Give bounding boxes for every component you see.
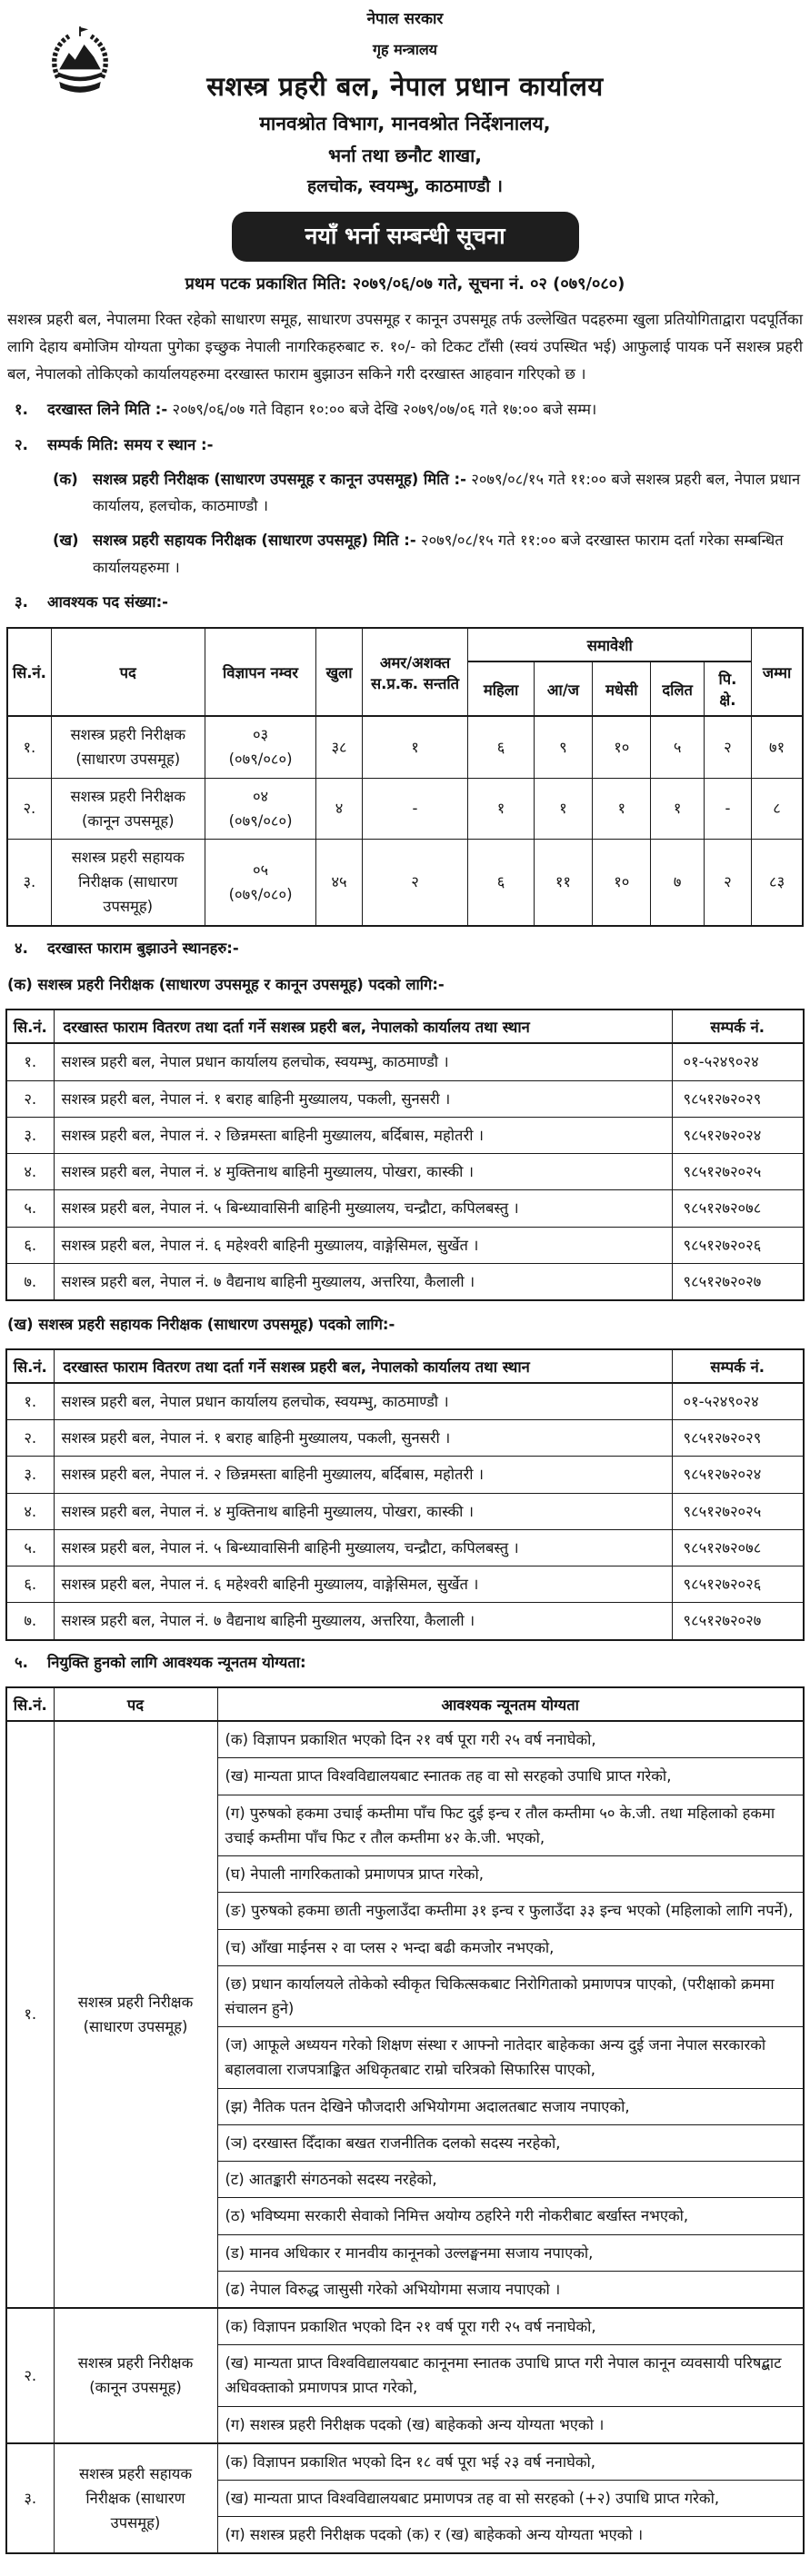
header-office: दरखास्त फाराम वितरण तथा दर्ता गर्ने सशस्त्र प्रहरी बल, नेपालको कार्यालय तथा स्थान — [54, 1349, 672, 1383]
cell-office: सशस्त्र प्रहरी बल, नेपाल नं. ५ बिन्ध्यावासिनी बाहिनी मुख्यालय, चन्द्रौटा, कपिलबस्तु । — [54, 1190, 672, 1227]
department-title: मानवश्रोत विभाग, मानवश्रोत निर्देशनालय, — [259, 112, 551, 134]
cell-martyr: २ — [362, 840, 468, 926]
cell-advert — [205, 840, 316, 926]
qual-group-row — [6, 2443, 804, 2481]
locations-header-row — [6, 1349, 804, 1383]
qualification-item: (क) विज्ञापन प्रकाशित भएको दिन २१ वर्ष पूरा गरी २५ वर्ष ननाघेको, — [217, 2308, 804, 2345]
notice-badge: नयाँ भर्ना सम्बन्धी सूचना — [232, 212, 579, 262]
header-sn: सि.नं. — [7, 628, 51, 716]
cell-sn: ६. — [6, 1566, 54, 1603]
document-header — [5, 5, 805, 294]
advert-year: (०७९/०८०) — [228, 811, 293, 830]
location-row — [6, 1457, 804, 1493]
header-madhesi: मधेसी — [593, 661, 651, 716]
qualification-item: (ग) सशस्त्र प्रहरी निरीक्षक पदको (ख) बाहेकको अन्य योग्यता भएको । — [217, 2406, 804, 2443]
header-backward-area: पि. क्षे. — [704, 661, 751, 716]
cell-contact: ९८५१२७२०२६ — [672, 1566, 804, 1603]
cell-sn: ३. — [6, 1457, 54, 1493]
qual-group-row — [6, 1721, 804, 1758]
cell-pikshe: २ — [704, 716, 751, 778]
cell-female: १ — [468, 778, 534, 839]
posts-row — [7, 716, 803, 778]
advert-year: (०७९/०८०) — [228, 885, 293, 903]
advert-number: ०५ — [252, 860, 269, 879]
cell-total: ८ — [752, 778, 803, 839]
header-total: जम्मा — [752, 628, 803, 716]
cell-sn: ३. — [6, 2443, 54, 2554]
qualification-item: (झ) नैतिक पतन देखिने फौजदारी अभियोगमा अदालतबाट सजाय नपाएको, — [217, 2088, 804, 2124]
cell-open: ३८ — [316, 716, 362, 778]
intro-paragraph: सशस्त्र प्रहरी बल, नेपालमा रिक्त रहेको साधारण समूह, साधारण उपसमूह र कानून उपसमूह तर्फ उल्लेखित पदहरुमा खुला प्रतियोगिताद्वारा पदपूर्तिका लागि देहाय बमोजिम योग्यता पुगेका इच्छुक नेपाली नागरिकहरुबाट रु. १०/- को टिकट टाँसी (स्वयं उपस्थित भई) आफुलाई पायक पर्ने सशस्त्र प्रहरी बल, नेपालको तोकिएको कार्यालयहरुमा दरखास्त फाराम बुझाउन सकिने गरी दरखास्त आहवान गरिएको छ । — [7, 310, 803, 383]
location-row — [6, 1493, 804, 1529]
section-4a-heading: (क) सशस्त्र प्रहरी निरीक्षक (साधारण उपसमूह र कानून उपसमूह) पदको लागि:- — [7, 976, 445, 994]
header-contact: सम्पर्क नं. — [672, 1010, 804, 1043]
header-post: पद — [51, 628, 205, 716]
cell-dalit: १ — [651, 778, 704, 839]
posts-row — [7, 778, 803, 839]
cell-post: सशस्त्र प्रहरी सहायक निरीक्षक (साधारण उपसमूह) — [51, 840, 205, 926]
header-adibasi-janajati: आ/ज — [534, 661, 592, 716]
cell-contact: ९८५१२७२०७८ — [672, 1190, 804, 1227]
cell-sn: ६. — [6, 1227, 54, 1263]
office-address: हलचोक, स्वयम्भु, काठमाण्डौ । — [306, 175, 503, 196]
location-row — [6, 1566, 804, 1603]
qualifications-header-row — [6, 1687, 804, 1721]
section-2a-label: सशस्त्र प्रहरी निरीक्षक (साधारण उपसमूह र कानून उपसमूह) मिति :- — [93, 470, 467, 488]
section-1 — [5, 396, 805, 423]
qualification-item: (ख) मान्यता प्राप्त विश्वविद्यालयबाट कानूनमा स्नातक उपाधि प्राप्त गरी नेपाल कानून व्यवसायी परिषद्बाट अधिवक्ताको प्रमाणपत्र प्राप्त गरेको, — [217, 2345, 804, 2406]
section-2 — [5, 432, 805, 459]
cell-aj: ९ — [534, 716, 592, 778]
cell-sn: ३. — [6, 1117, 54, 1153]
cell-martyr: १ — [362, 716, 468, 778]
cell-total: ७१ — [752, 716, 803, 778]
cell-contact: ९८५१२७२०२७ — [672, 1263, 804, 1300]
section-4b-heading: (ख) सशस्त्र प्रहरी सहायक निरीक्षक (साधारण उपसमूह) पदको लागि:- — [7, 1315, 395, 1333]
cell-martyr: - — [362, 778, 468, 839]
cell-post: सशस्त्र प्रहरी निरीक्षक (कानून उपसमूह) — [51, 778, 205, 839]
section-2b-label: सशस्त्र प्रहरी सहायक निरीक्षक (साधारण उपसमूह) मिति :- — [93, 532, 416, 550]
cell-sn: ४. — [6, 1154, 54, 1190]
office-title: सशस्त्र प्रहरी बल, नेपाल प्रधान कार्यालय — [206, 70, 604, 102]
submission-locations-table-a — [5, 1009, 805, 1301]
cell-dalit: ५ — [651, 716, 704, 778]
qualification-item: (ढ) नेपाल विरुद्ध जासुसी गरेको अभियोगमा सजाय नपाएको । — [217, 2271, 804, 2308]
qualification-item: (छ) प्रधान कार्यालयले तोकेको स्वीकृत चिकित्सकबाट निरोगिताको प्रमाणपत्र पाएको, (परीक्षाको क्रममा संचालन हुने) — [217, 1965, 804, 2026]
cell-sn: ७. — [6, 1263, 54, 1300]
location-row — [6, 1603, 804, 1640]
cell-sn: ५. — [6, 1529, 54, 1566]
qualification-item: (घ) नेपाली नागरिकताको प्रमाणपत्र प्राप्त गरेको, — [217, 1856, 804, 1893]
qualification-item: (ड) मानव अधिकार र मानवीय कानूनको उल्लङ्घनमा सजाय नपाएको, — [217, 2234, 804, 2271]
header-office: दरखास्त फाराम वितरण तथा दर्ता गर्ने सशस्त्र प्रहरी बल, नेपालको कार्यालय तथा स्थान — [54, 1010, 672, 1043]
section-2b-value: २०७९/०८/१५ गते ११:०० बजे दरखास्त फाराम दर्ता गरेका सम्बन्धित कार्यालयहरुमा । — [93, 532, 784, 576]
cell-contact: ०१-५२४९०२४ — [672, 1383, 804, 1420]
cell-office: सशस्त्र प्रहरी बल, नेपाल नं. ५ बिन्ध्यावासिनी बाहिनी मुख्यालय, चन्द्रौटा, कपिलबस्तु । — [54, 1529, 672, 1566]
location-row — [6, 1080, 804, 1117]
cell-dalit: ७ — [651, 840, 704, 926]
header-sn: सि.नं. — [6, 1010, 54, 1043]
qualification-item: (ग) सशस्त्र प्रहरी निरीक्षक पदको (क) र (ख) बाहेकको अन्य योग्यता भएको । — [217, 2517, 804, 2554]
cell-sn: २. — [7, 778, 51, 839]
location-row — [6, 1117, 804, 1153]
cell-pikshe: - — [704, 778, 751, 839]
cell-post: सशस्त्र प्रहरी सहायक निरीक्षक (साधारण उपसमूह) — [54, 2443, 217, 2554]
header-female: महिला — [468, 661, 534, 716]
cell-post: सशस्त्र प्रहरी निरीक्षक (साधारण उपसमूह) — [51, 716, 205, 778]
locations-header-row — [6, 1010, 804, 1043]
location-row — [6, 1154, 804, 1190]
qualification-item: (ख) मान्यता प्राप्त विश्वविद्यालयबाट स्नातक तह वा सो सरहको उपाधि प्राप्त गरेको, — [217, 1758, 804, 1795]
cell-female: ६ — [468, 840, 534, 926]
subsection-letter: (ख) — [53, 532, 79, 550]
section-2a — [53, 466, 805, 520]
cell-sn: २. — [6, 1080, 54, 1117]
cell-sn: २. — [6, 1420, 54, 1457]
cell-office: सशस्त्र प्रहरी बल, नेपाल प्रधान कार्यालय हलचोक, स्वयम्भु, काठमाण्डौ । — [54, 1043, 672, 1080]
cell-office: सशस्त्र प्रहरी बल, नेपाल नं. ४ मुक्तिनाथ बाहिनी मुख्यालय, पोखरा, कास्की । — [54, 1493, 672, 1529]
qualification-item: (च) आँखा माईनस २ वा प्लस २ भन्दा बढी कमजोर नभएको, — [217, 1929, 804, 1965]
header-post: पद — [54, 1687, 217, 1721]
nepal-government-emblem-icon — [45, 20, 115, 104]
cell-contact: ९८५१२७२०२५ — [672, 1493, 804, 1529]
required-posts-table — [6, 627, 804, 927]
section-number: ५. — [15, 1653, 28, 1671]
cell-office: सशस्त्र प्रहरी बल, नेपाल नं. २ छिन्नमस्ता बाहिनी मुख्यालय, बर्दिबास, महोतरी । — [54, 1457, 672, 1493]
qualification-item: (ट) आतङ्कारी संगठनको सदस्य नरहेको, — [217, 2162, 804, 2198]
header-requirements: आवश्यक न्यूनतम योग्यता — [217, 1687, 804, 1721]
section-4 — [5, 935, 805, 962]
cell-sn: १. — [6, 1383, 54, 1420]
section-text — [47, 396, 805, 423]
cell-office: सशस्त्र प्रहरी बल, नेपाल नं. ४ मुक्तिनाथ बाहिनी मुख्यालय, पोखरा, कास्की । — [54, 1154, 672, 1190]
qualification-item: (क) विज्ञापन प्रकाशित भएको दिन १८ वर्ष पूरा भई २३ वर्ष ननाघेको, — [217, 2443, 804, 2481]
cell-female: ६ — [468, 716, 534, 778]
qualification-item: (ज) आफूले अध्ययन गरेको शिक्षण संस्था र आफ्नो नातेदार बाहेकका अन्य दुई जना नेपाल सरकारको बहालवाला राजपत्राङ्कित अधिकृतबाट राम्रो चरित्रको सिफारिस पाएको, — [217, 2027, 804, 2088]
cell-contact: ९८५१२७२०२९ — [672, 1080, 804, 1117]
government-title: नेपाल सरकार — [366, 10, 444, 28]
section-5 — [5, 1649, 805, 1676]
cell-sn: १. — [6, 1043, 54, 1080]
section-2-label: सम्पर्क मिति: समय र स्थान :- — [47, 436, 214, 454]
cell-pikshe: २ — [704, 840, 751, 926]
cell-post: सशस्त्र प्रहरी निरीक्षक (साधारण उपसमूह) — [54, 1721, 217, 2308]
section-3 — [5, 589, 805, 616]
published-date-line: प्रथम पटक प्रकाशित मिति: २०७९/०६/०७ गते, सूचना नं. ०२ (०७९/०८०) — [185, 274, 625, 293]
cell-madhesi: १ — [593, 778, 651, 839]
section-3-label: आवश्यक पद संख्या:- — [47, 593, 169, 612]
section-number: ४. — [15, 939, 28, 957]
cell-office: सशस्त्र प्रहरी बल, नेपाल नं. ६ महेश्वरी बाहिनी मुख्यालय, वाङ्गेसिमल, सुर्खेत । — [54, 1227, 672, 1263]
section-number: ३. — [15, 593, 28, 612]
header-dalit: दलित — [651, 661, 704, 716]
cell-advert — [205, 716, 316, 778]
cell-office: सशस्त्र प्रहरी बल, नेपाल नं. ७ वैद्यनाथ बाहिनी मुख्यालय, अत्तरिया, कैलाली । — [54, 1603, 672, 1640]
subsection-text — [93, 527, 805, 581]
cell-aj: १ — [534, 778, 592, 839]
qual-group-row — [6, 2308, 804, 2345]
section-number: १. — [15, 401, 28, 419]
location-row — [6, 1529, 804, 1566]
cell-contact: ०१-५२४९०२४ — [672, 1043, 804, 1080]
cell-contact: ९८५१२७२०२४ — [672, 1457, 804, 1493]
header-contact: सम्पर्क नं. — [672, 1349, 804, 1383]
cell-contact: ९८५१२७२०२७ — [672, 1603, 804, 1640]
advert-number: ०३ — [252, 726, 269, 744]
location-row — [6, 1420, 804, 1457]
cell-advert — [205, 778, 316, 839]
cell-contact: ९८५१२७२०२९ — [672, 1420, 804, 1457]
cell-office: सशस्त्र प्रहरी बल, नेपाल नं. २ छिन्नमस्ता बाहिनी मुख्यालय, बर्दिबास, महोतरी । — [54, 1117, 672, 1153]
minimum-qualifications-table — [5, 1686, 805, 2554]
location-row — [6, 1190, 804, 1227]
posts-header-row-1 — [7, 628, 803, 661]
ministry-title: गृह मन्त्रालय — [373, 40, 437, 58]
cell-sn: ७. — [6, 1603, 54, 1640]
cell-open: ४५ — [316, 840, 362, 926]
section-1-label: दरखास्त लिने मिति :- — [47, 401, 168, 419]
location-row — [6, 1227, 804, 1263]
cell-madhesi: १० — [593, 840, 651, 926]
cell-post: सशस्त्र प्रहरी निरीक्षक (कानून उपसमूह) — [54, 2308, 217, 2443]
submission-locations-table-b — [5, 1348, 805, 1641]
cell-total: ८३ — [752, 840, 803, 926]
header-martyr-line2: स.प्र.क. सन्तति — [370, 674, 460, 692]
qualification-item: (क) विज्ञापन प्रकाशित भएको दिन २१ वर्ष पूरा गरी २५ वर्ष ननाघेको, — [217, 1721, 804, 1758]
section-number: २. — [15, 436, 28, 454]
cell-sn: ३. — [7, 840, 51, 926]
cell-madhesi: १० — [593, 716, 651, 778]
cell-sn: ४. — [6, 1493, 54, 1529]
cell-office: सशस्त्र प्रहरी बल, नेपाल प्रधान कार्यालय हलचोक, स्वयम्भु, काठमाण्डौ । — [54, 1383, 672, 1420]
cell-open: ४ — [316, 778, 362, 839]
cell-sn: १. — [7, 716, 51, 778]
cell-aj: ११ — [534, 840, 592, 926]
header-advert-number: विज्ञापन नम्वर — [205, 628, 316, 716]
location-row — [6, 1263, 804, 1300]
subsection-text — [93, 466, 805, 520]
cell-office: सशस्त्र प्रहरी बल, नेपाल नं. ६ महेश्वरी बाहिनी मुख्यालय, वाङ्गेसिमल, सुर्खेत । — [54, 1566, 672, 1603]
qualification-item: (ग) पुरुषको हकमा उचाई कम्तीमा पाँच फिट दुई इन्च र तौल कम्तीमा ५० के.जी. तथा महिलाको हकमा उचाई कम्तीमा पाँच फिट र तौल कम्तीमा ४२ के.जी. भएको, — [217, 1795, 804, 1855]
cell-sn: ५. — [6, 1190, 54, 1227]
posts-row — [7, 840, 803, 926]
location-row — [6, 1383, 804, 1420]
cell-sn: २. — [6, 2308, 54, 2443]
qualification-item: (ङ) पुरुषको हकमा छाती नफुलाउँदा कम्तीमा ३१ इन्च र फुलाउँदा ३३ इन्च भएको (महिलाको लागि नपर्ने), — [217, 1893, 804, 1929]
cell-contact: ९८५१२७२०२६ — [672, 1227, 804, 1263]
header-sn: सि.नं. — [6, 1687, 54, 1721]
qualification-item: (ठ) भविष्यमा सरकारी सेवाको निमित्त अयोग्य ठहरिने गरी नोकरीबाट बर्खास्त नभएको, — [217, 2198, 804, 2234]
cell-office: सशस्त्र प्रहरी बल, नेपाल नं. १ बराह बाहिनी मुख्यालय, पकली, सुनसरी । — [54, 1080, 672, 1117]
section-4-label: दरखास्त फाराम बुझाउने स्थानहरु:- — [47, 939, 239, 957]
cell-contact: ९८५१२७२०२५ — [672, 1154, 804, 1190]
branch-title: भर्ना तथा छनौट शाखा, — [328, 144, 482, 166]
cell-contact: ९८५१२७२०२४ — [672, 1117, 804, 1153]
section-1-value: २०७९/०६/०७ गते विहान १०:०० बजे देखि २०७९/०७/०६ गते १७:०० बजे सम्म। — [172, 401, 597, 419]
cell-office: सशस्त्र प्रहरी बल, नेपाल नं. १ बराह बाहिनी मुख्यालय, पकली, सुनसरी । — [54, 1420, 672, 1457]
qualification-item: (ख) मान्यता प्राप्त विश्वविद्यालयबाट प्रमाणपत्र तह वा सो सरहको (+२) उपाधि प्राप्त गरेको, — [217, 2481, 804, 2517]
location-row — [6, 1043, 804, 1080]
header-martyr-quota — [362, 628, 468, 716]
advert-number: ०४ — [252, 787, 269, 805]
section-2b — [53, 527, 805, 581]
header-sn: सि.नं. — [6, 1349, 54, 1383]
cell-contact: ९८५१२७२०७८ — [672, 1529, 804, 1566]
section-5-label: नियुक्ति हुनको लागि आवश्यक न्यूनतम योग्यता: — [47, 1653, 306, 1671]
cell-office: सशस्त्र प्रहरी बल, नेपाल नं. ७ वैद्यनाथ बाहिनी मुख्यालय, अत्तरिया, कैलाली । — [54, 1263, 672, 1300]
header-inclusive: समावेशी — [468, 628, 752, 661]
section-2a-value: २०७९/०८/१५ गते ११:०० बजे सशस्त्र प्रहरी बल, नेपाल प्रधान कार्यालय, हलचोक, काठमाण्डौ । — [93, 470, 801, 515]
header-open: खुला — [316, 628, 362, 716]
qualification-item: (ञ) दरखास्त दिँदाका बखत राजनीतिक दलको सदस्य नरहेको, — [217, 2124, 804, 2161]
advert-year: (०७९/०८०) — [228, 751, 293, 769]
header-martyr-line1: अमर/अशक्त — [379, 653, 451, 671]
cell-sn: १. — [6, 1721, 54, 2308]
subsection-letter: (क) — [53, 470, 78, 488]
